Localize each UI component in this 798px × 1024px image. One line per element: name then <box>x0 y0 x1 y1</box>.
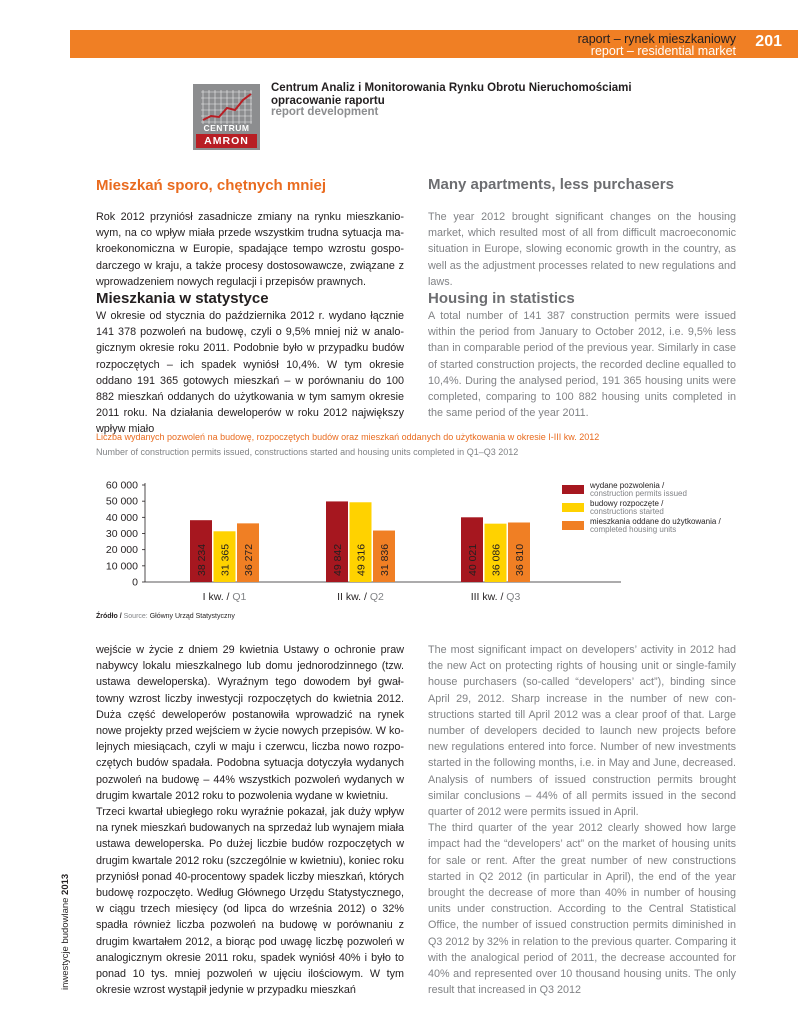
header-bar <box>70 30 798 58</box>
developers-act-paragraphs-pl <box>96 642 404 998</box>
heading-many-apartments-en: Many apartments, less purchasers <box>428 176 674 193</box>
paragraph: The year 2012 brought significant changes on the housing market, which resulted most of all from difficult macroeconomic situation in Europe, slowing economic growth in the country, as well as the adjustment processes related to new regulations and laws. <box>428 211 736 288</box>
grid-chart-icon <box>201 90 252 124</box>
bar-value-label: 31 365 <box>219 543 232 576</box>
org-role-en: report development <box>271 106 379 118</box>
paragraph: A total number of 141 387 construction permits were issued within the period from January to October 2012, i.e. 9,5% less than in comparable period of the previous year. Similarly in case of started construction projects, the recorded decline equalled to 10,4%. During the analysed period, 191 365 housing units were completed, comparing to 100 882 housing units completed in the same period of the year 2011. <box>428 310 736 420</box>
source-value: Główny Urząd Statystyczny <box>149 613 235 620</box>
paragraph: Trzeci kwartał ubiegłego roku wyraźnie pokazał, jak duży wpływ na rynek mieszkań budowanych na sprzedaż lub wynajem miała ustawa deweloperska. Po dużej liczbie budów rozpoczętych w drugim kwartale 2012 roku (szczególnie w kwietniu), koniec roku przyniósł ponad 40-procentowy spadek liczby mieszkań, których budowę rozpoczęto. Według Głównego Urzędu Statystycznego, w ciągu trzech miesięcy (od lipca do września 2012) o 32% spadła również liczba pozwoleń na budowę w porównaniu z drugim kwartałem 2012, a biorąc pod uwagę liczbę pozwoleń w analogicznym okresie 2011 roku, spadek wyniósł 40% i było to ponad 10 tys. mniej pozwoleń w ujęciu ilościowym. W tym okresie wzrost wystąpił jedynie w przypadku mieszkań <box>96 806 404 997</box>
bar-value-label: 38 234 <box>196 543 208 576</box>
intro-paragraph-pl <box>96 209 404 290</box>
publication-side-label <box>60 874 71 990</box>
bar-chart <box>96 470 746 615</box>
source-label-en: Source: <box>123 613 150 620</box>
statistics-paragraph-pl <box>96 308 404 438</box>
paragraph: W okresie od stycznia do października 2012 r. wydano łącznie 141 378 pozwoleń na budowę, czyli o 9,5% mniej niż w analogicznym okresie roku 2011. Podobnie było w przypadku budów rozpoczętych – ich spadek wyniósł 10,4%. W tym okresie oddano 191 365 gotowych mieszkań – w porównaniu do 100 882 mieszkań oddanych do użytkowania w tym samym okresie 2011 roku. Na działania deweloperów w roku 2012 największy wpływ miało <box>96 310 404 436</box>
y-tick-label: 40 000 <box>105 511 138 524</box>
x-category-label: I kw. / Q1 <box>202 591 247 603</box>
legend-label: wydane pozwolenia / <box>590 481 665 490</box>
paragraph: The third quarter of the year 2012 clearly showed how large impact had the “developers’ act” on the market of housing units for sale or rent. After the great number of new constructions started in Q2 2012 (in particular in April), the end of the year brought the decrease of more than 40% in number of housing units under construction. According to the Central Statistical Office, the number of issued construction permits diminished in Q3 2012 by 32% in relation to the previous quarter. Comparing it with the analogical period of 2011, the decrease accounted for 40% and represented over 10 thousand housing units. The only result that increased in Q3 2012 <box>428 822 736 997</box>
y-tick-label: 20 000 <box>105 544 138 557</box>
page-number: 201 <box>755 33 782 50</box>
bar-value-label: 36 086 <box>490 543 503 576</box>
legend-swatch <box>562 485 584 494</box>
section-title-pl: raport – rynek mieszkaniowy <box>577 32 736 46</box>
bar-value-label: 36 272 <box>243 543 255 576</box>
developers-act-paragraphs-en <box>428 642 736 998</box>
heading-housing-statistics-en: Housing in statistics <box>428 290 575 307</box>
legend-label-en: construction permits issued <box>590 489 687 498</box>
paragraph: The most significant impact on developers’ activity in 2012 had the new Act on protecting rights of housing unit or single-family house purchasers (so-called “developers’ act”), binding since April 29, 2012. Sharp increase in the number of new constructions started till April 2012 was a clear proof of that. Large number of developers decided to launch new projects before new regulations entered into force. Number of new investments started in the following months, i.e. in May and June, decreased. Analysis of numbers of issued construction permits brought similar conclusions – 44% of all permits issued in the second quarter of 2012 were permits issued in April. <box>428 644 736 819</box>
org-name: Centrum Analiz i Monitorowania Rynku Obrotu Nieruchomościami <box>271 82 632 94</box>
bar-value-label: 49 842 <box>332 543 344 576</box>
heading-housing-statistics-pl: Mieszkania w statystyce <box>96 290 269 307</box>
bar-value-label: 36 810 <box>514 543 526 576</box>
side-label-text: inwestycje budowlane <box>60 894 71 990</box>
chart-title: Liczba wydanych pozwoleń na budowę, rozpoczętych budów oraz mieszkań oddanych do użytkowania w okresie I-III kw. 2012 <box>96 432 600 442</box>
statistics-paragraph-en <box>428 308 736 421</box>
legend-label: budowy rozpoczęte / <box>590 499 664 508</box>
chart-subtitle: Number of construction permits issued, constructions started and housing units completed in Q1–Q3 2012 <box>96 447 519 457</box>
side-label-year: 2013 <box>60 873 71 895</box>
bar-value-label: 31 836 <box>379 543 391 576</box>
source-label: Źródło / <box>96 613 124 620</box>
y-tick-label: 60 000 <box>105 479 138 492</box>
y-tick-label: 50 000 <box>105 495 138 508</box>
legend-label-en: completed housing units <box>590 525 677 534</box>
paragraph: wejście w życie z dniem 29 kwietnia Ustawy o ochronie praw nabywcy lokalu mieszkalnego lub domu jednorodzinnego (tzw. ustawa deweloperska). Wyraźnym tego dowodem był gwałtowny wzrost liczby inwestycji rozpoczętych do kwietnia 2012. Duża część deweloperów postanowiła wprowadzić na rynek nowe projekty przed wejściem w życie nowych przepisów. W kolejnych miesiącach, czyli w maju i czerwcu, liczba nowo rozpoczętych budów spadała. Podobna sytuacja dotyczyła wydanych pozwoleń na budowę – 44% wszystkich pozwoleń wydanych w drugim kwartale 2012 roku to pozwolenia wydane w kwietniu. <box>96 644 404 802</box>
amron-logo <box>193 84 260 150</box>
intro-paragraph-en <box>428 209 736 290</box>
x-category-label: II kw. / Q2 <box>337 591 384 603</box>
x-category-label: III kw. / Q3 <box>470 591 521 603</box>
bar-value-label: 40 021 <box>467 543 479 576</box>
org-role-pl: opracowanie raportu <box>271 95 385 107</box>
legend-label: mieszkania oddane do użytkowania / <box>590 517 721 526</box>
paragraph: Rok 2012 przyniósł zasadnicze zmiany na rynku mieszkaniowym, na co wpływ miała przede wszystkim trudna sytuacja makroekonomiczna w Europie, spadające tempo wzrostu gospodarczego w kraju, a także procesy dostosowawcze, związane z wprowadzeniem nowych regulacji i przepisów prawnych. <box>96 211 404 288</box>
legend-swatch <box>562 503 584 512</box>
legend-swatch <box>562 521 584 530</box>
logo-text-centrum: CENTRUM <box>203 123 250 133</box>
y-tick-label: 10 000 <box>105 560 138 573</box>
bar-value-label: 49 316 <box>355 543 368 576</box>
chart-source <box>96 613 235 620</box>
y-tick-label: 30 000 <box>105 528 138 540</box>
y-tick-label: 0 <box>132 576 138 589</box>
section-title-en: report – residential market <box>590 44 736 58</box>
logo-text-amron: AMRON <box>196 134 257 148</box>
heading-many-apartments-pl: Mieszkań sporo, chętnych mniej <box>96 177 327 194</box>
legend-label-en: constructions started <box>590 507 664 516</box>
